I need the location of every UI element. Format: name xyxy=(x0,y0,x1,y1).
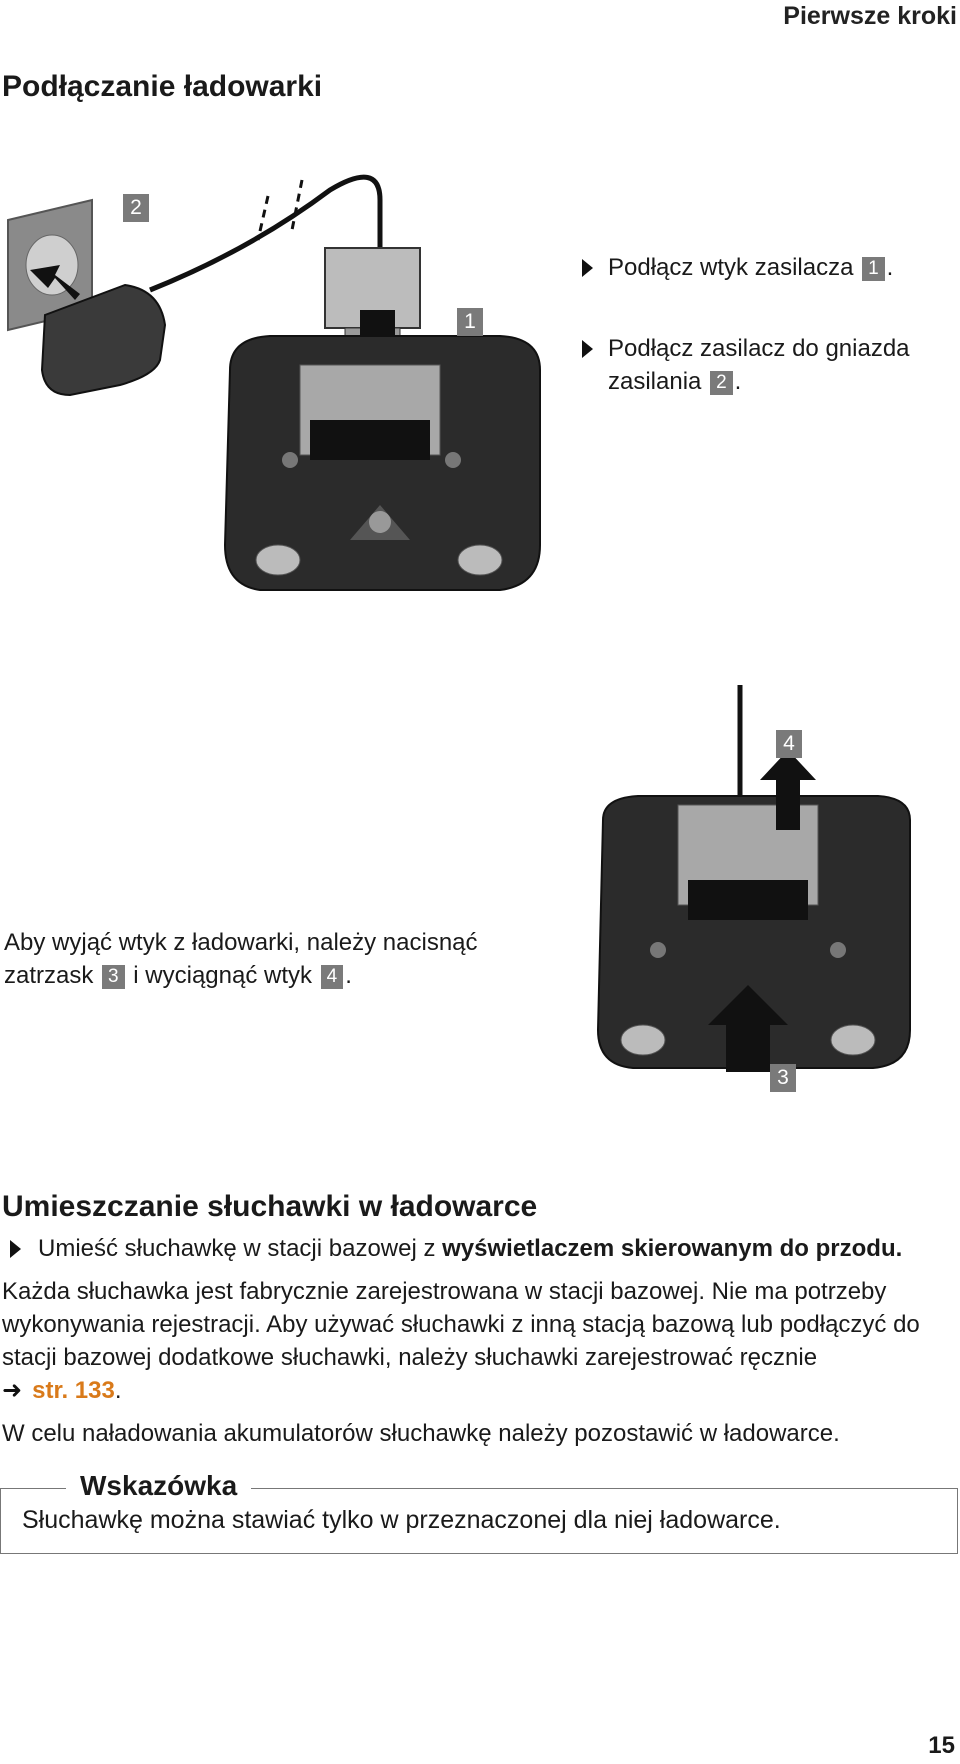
ref-num-4: 4 xyxy=(321,965,344,989)
figure-charger-remove xyxy=(588,680,918,1100)
arrow-right-icon: ➜ xyxy=(2,1377,23,1404)
handset-bullet xyxy=(2,1232,958,1265)
registration-paragraph: Każda słuchawka jest fabrycznie zarejestrowana w stacji bazowej. Nie ma potrzeby wykonywania rejestracji. Aby używać słuchawki z inną stacją bazową lub podłączyć do stacji bazowej dodatkowe słuchawki, należy słuchawki zarejestrować ręcznie ➜ str. 133. xyxy=(2,1278,920,1404)
section-title-charger: Podłączanie ładowarki xyxy=(2,70,323,103)
removal-instructions: Aby wyjąć wtyk z ładowarki, należy nacisnąć zatrzask 3 i wyciągnąć wtyk 4 . xyxy=(4,929,478,989)
step-num: 2 xyxy=(710,371,733,395)
page-reference-link[interactable]: str. 133 xyxy=(32,1377,115,1404)
step-connect-socket xyxy=(574,332,954,398)
bullet-triangle-icon xyxy=(582,340,593,358)
step-text-suffix: . xyxy=(886,254,894,281)
callout-4: 4 xyxy=(776,730,802,758)
step-text: Podłącz wtyk zasilacza xyxy=(608,254,861,281)
figure-charger-connect xyxy=(0,160,560,670)
charging-paragraph: W celu naładowania akumulatorów słuchawkę należy pozostawić w ładowarce. xyxy=(2,1420,840,1447)
note-title: Wskazówka xyxy=(66,1470,251,1502)
ref-num-3: 3 xyxy=(102,965,125,989)
step-text-suffix: . xyxy=(734,368,742,395)
bullet-triangle-icon xyxy=(10,1240,21,1258)
bullet-place-handset: Umieść słuchawkę w stacji bazowej z wyświetlaczem skierowanym do przodu. xyxy=(2,1232,958,1265)
page-number: 15 xyxy=(928,1732,955,1759)
step-connect-plug xyxy=(574,251,954,284)
step-text: Podłącz zasilacz do gniazda zasilania xyxy=(608,335,910,395)
note-text: Słuchawkę można stawiać tylko w przeznaczonej dla niej ładowarce. xyxy=(22,1506,781,1534)
step-num: 1 xyxy=(862,257,885,281)
callout-2: 2 xyxy=(123,194,149,222)
connect-steps xyxy=(574,251,954,398)
charger-remove-illustration xyxy=(588,680,918,1100)
section-title-handset: Umieszczanie słuchawki w ładowarce xyxy=(2,1190,538,1223)
charger-connect-illustration xyxy=(0,160,560,670)
bullet-triangle-icon xyxy=(582,259,593,277)
running-header: Pierwsze kroki xyxy=(783,2,957,30)
callout-3: 3 xyxy=(770,1064,796,1092)
callout-1: 1 xyxy=(457,308,483,336)
